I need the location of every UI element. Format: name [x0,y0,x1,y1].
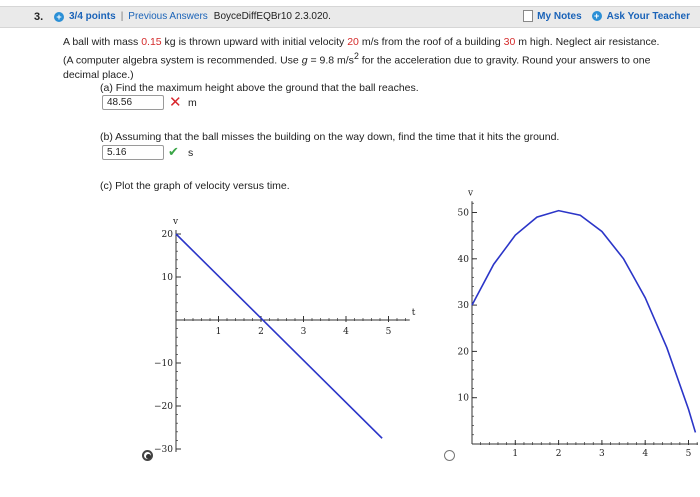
separator: | [120,11,124,22]
expand-plus-icon[interactable]: + [54,12,64,22]
x-tick-label: 3 [300,327,307,337]
x-tick-label: 1 [215,327,222,337]
y-tick-label: 20 [457,347,469,358]
mass-value: 0.15 [141,36,162,48]
problem-statement [63,35,663,82]
part-b-question: (b) Assuming that the ball misses the building on the way down, find the time that it hits the ground. [100,131,560,143]
y-tick-label: 10 [457,393,469,404]
problem-text-4: m high. Neglect air resistance. (A computer algebra system is recommended. Use [63,36,660,67]
x-tick-label: 4 [343,327,349,337]
velocity-graph-option-1 [140,205,425,465]
y-tick-label: 40 [457,254,469,265]
y-tick-label: −20 [154,402,173,412]
graph-option-2-radio[interactable] [444,450,455,461]
part-c-question: (c) Plot the graph of velocity versus time. [100,180,290,192]
graph-option-1-radio[interactable] [142,450,153,461]
y-tick-label: 20 [161,230,173,240]
question-number: 3. [34,11,44,23]
x-tick-label: 3 [599,449,605,459]
correct-check-icon: ✔ [168,144,179,159]
my-notes-button[interactable]: My Notes [537,10,582,22]
part-a-unit: m [188,97,197,109]
x-tick-label: 5 [385,327,392,337]
x-tick-label: 2 [258,327,264,337]
g-variable: g [301,54,308,67]
part-a-answer-input[interactable]: 48.56 [102,95,164,110]
x-tick-label: 4 [642,449,649,459]
incorrect-x-icon: ✕ [169,94,182,111]
points-score: 3/4 points [69,11,116,22]
y-tick-label: 30 [457,301,469,312]
y-tick-label: 10 [161,273,173,283]
problem-text-3: m/s from the roof of a building [358,36,504,48]
problem-text-6: for the acceleration due to gravity. Round your answers to one decimal place.) [63,54,651,81]
y-tick-label: −30 [154,445,173,455]
points-area [54,11,331,22]
question-header [0,6,700,28]
x-axis-label: t [411,308,416,318]
x-tick-label: 5 [685,449,692,459]
previous-answers-link[interactable]: Previous Answers [128,11,208,22]
problem-text-1: A ball with mass [63,36,142,48]
velocity-value: 20 [347,36,359,48]
exponent: 2 [353,51,359,61]
velocity-line [176,234,382,438]
velocity-graph-option-2 [440,190,698,465]
y-axis-label: v [173,217,179,227]
y-axis-label: v [468,190,474,199]
y-tick-label: −10 [154,359,173,369]
ask-teacher-button[interactable]: Ask Your Teacher [606,10,690,22]
problem-text-2: kg is thrown upward with initial velocity [161,36,348,48]
part-a-question: (a) Find the maximum height above the ground that the ball reaches. [100,82,419,94]
y-tick-label: 50 [457,208,469,219]
part-b-unit: s [188,147,194,159]
notes-icon[interactable] [523,10,533,22]
height-value: 30 [503,36,516,48]
part-b-answer-input[interactable]: 5.16 [102,145,164,160]
problem-text-5: = 9.8 m/s [307,54,354,67]
header-tools [523,10,690,22]
x-tick-label: 1 [512,449,519,459]
ask-plus-icon[interactable]: + [592,11,602,21]
x-tick-label: 2 [555,449,562,459]
velocity-curve [472,211,695,433]
assignment-id: BoyceDiffEQBr10 2.3.020. [213,11,331,22]
